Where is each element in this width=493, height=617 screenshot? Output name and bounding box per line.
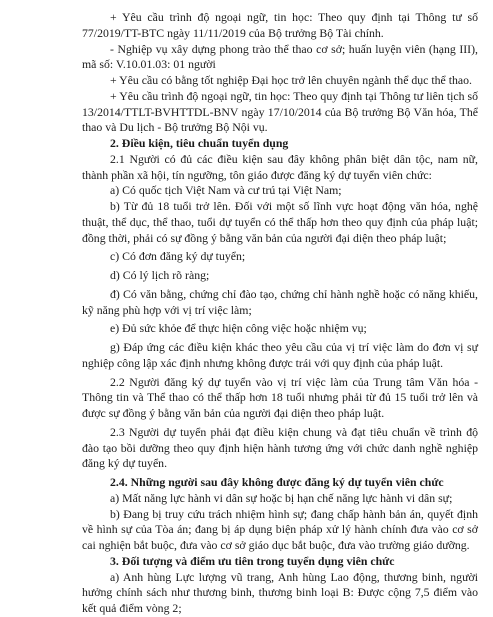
paragraph-2-4-b: b) Đang bị truy cứu trách nhiệm hình sự; đang chấp hành bản án, quyết định về hình sự của Tòa án; đang bị áp dụng biện pháp xử lý hành chính đưa vào cơ sở cai nghiện bắt buộc, đưa vào cơ sở giáo dục bắt buộc, đưa vào trường giáo dưỡng. xyxy=(82,506,478,552)
paragraph-degree-requirement: + Yêu cầu có bằng tốt nghiệp Đại học trở lên chuyên ngành thể dục thể thao. xyxy=(110,73,472,87)
paragraph-2-3: 2.3 Người dự tuyển phải đạt điều kiện chung và đạt tiêu chuẩn về trình độ đào tạo bồi dưỡng theo quy định hiện hành tương ứng với chức danh nghề nghiệp đăng ký dự tuyển. xyxy=(82,424,478,471)
paragraph-language-it-requirement-1: + Yêu cầu trình độ ngoại ngữ, tin học: Theo quy định tại Thông tư số 77/2019/TT-BTC ngày 11/11/2019 của Bộ trưởng Bộ Tài chính. xyxy=(82,10,478,40)
paragraph-item-c: c) Có đơn đăng ký dự tuyển; xyxy=(110,249,246,264)
paragraph-item-e: e) Đủ sức khỏe để thực hiện công việc hoặc nhiệm vụ; xyxy=(110,321,367,336)
heading-section-2-4: 2.4. Những người sau đây không được đăng ký dự tuyển viên chức xyxy=(110,475,444,489)
paragraph-item-g: g) Đáp ứng các điều kiện khác theo yêu cầu của vị trí việc làm do đơn vị sự nghiệp công lập xác định nhưng không được trái với quy định của pháp luật. xyxy=(82,340,478,370)
paragraph-language-it-requirement-2: + Yêu cầu trình độ ngoại ngữ, tin học: Theo quy định tại Thông tư liên tịch số 13/2014/TTLT-BVHTTDL-BNV ngày 17/10/2014 của Bộ trưởng Bộ Văn hóa, Thể thao và Du lịch - Bộ trưởng Bộ Nội vụ. xyxy=(82,88,478,135)
paragraph-sports-coach-position: - Nghiệp vụ xây dựng phong trào thể thao cơ sở; huấn luyện viên (hạng III), mã số: V.10.01.03: 01 người xyxy=(82,41,478,72)
paragraph-item-b: b) Từ đủ 18 tuổi trở lên. Đối với một số lĩnh vực hoạt động văn hóa, nghệ thuật, thể dục, thể thao, tuổi dự tuyển có thể thấp hơn theo quy định của pháp luật; đồng thời, phải có sự đồng ý bằng văn bản của người đại diện theo pháp luật; xyxy=(82,199,478,245)
paragraph-item-dd: đ) Có văn bằng, chứng chỉ đào tạo, chứng chỉ hành nghề hoặc có năng khiếu, kỹ năng phù hợp với vị trí việc làm; xyxy=(82,286,478,317)
paragraph-item-a: a) Có quốc tịch Việt Nam và cư trú tại Việt Nam; xyxy=(110,183,342,198)
paragraph-2-1: 2.1 Người có đủ các điều kiện sau đây không phân biệt dân tộc, nam nữ, thành phần xã hội, tín ngưỡng, tôn giáo được đăng ký dự tuyển viên chức: xyxy=(82,151,478,182)
document-body xyxy=(82,10,478,617)
paragraph-2-4-a: a) Mất năng lực hành vi dân sự hoặc bị hạn chế năng lực hành vi dân sự; xyxy=(110,490,453,505)
paragraph-item-d: d) Có lý lịch rõ ràng; xyxy=(110,268,210,282)
paragraph-2-2: 2.2 Người đăng ký dự tuyển vào vị trí việc làm của Trung tâm Văn hóa - Thông tin và Thể thao có thể thấp hơn 18 tuổi nhưng phải từ đủ 15 tuổi trở lên và được sự đồng ý bằng văn bản của người đại diện theo pháp luật. xyxy=(82,374,478,420)
heading-section-2: 2. Điều kiện, tiêu chuẩn tuyển dụng xyxy=(110,136,289,150)
heading-section-3: 3. Đối tượng và điểm ưu tiên trong tuyển dụng viên chức xyxy=(110,553,395,568)
paragraph-3-a: a) Anh hùng Lực lượng vũ trang, Anh hùng Lao động, thương binh, người hưởng chính sách như thương binh, thương binh loại B: Được cộng 7,5 điểm vào kết quả điểm vòng 2; xyxy=(82,569,478,615)
